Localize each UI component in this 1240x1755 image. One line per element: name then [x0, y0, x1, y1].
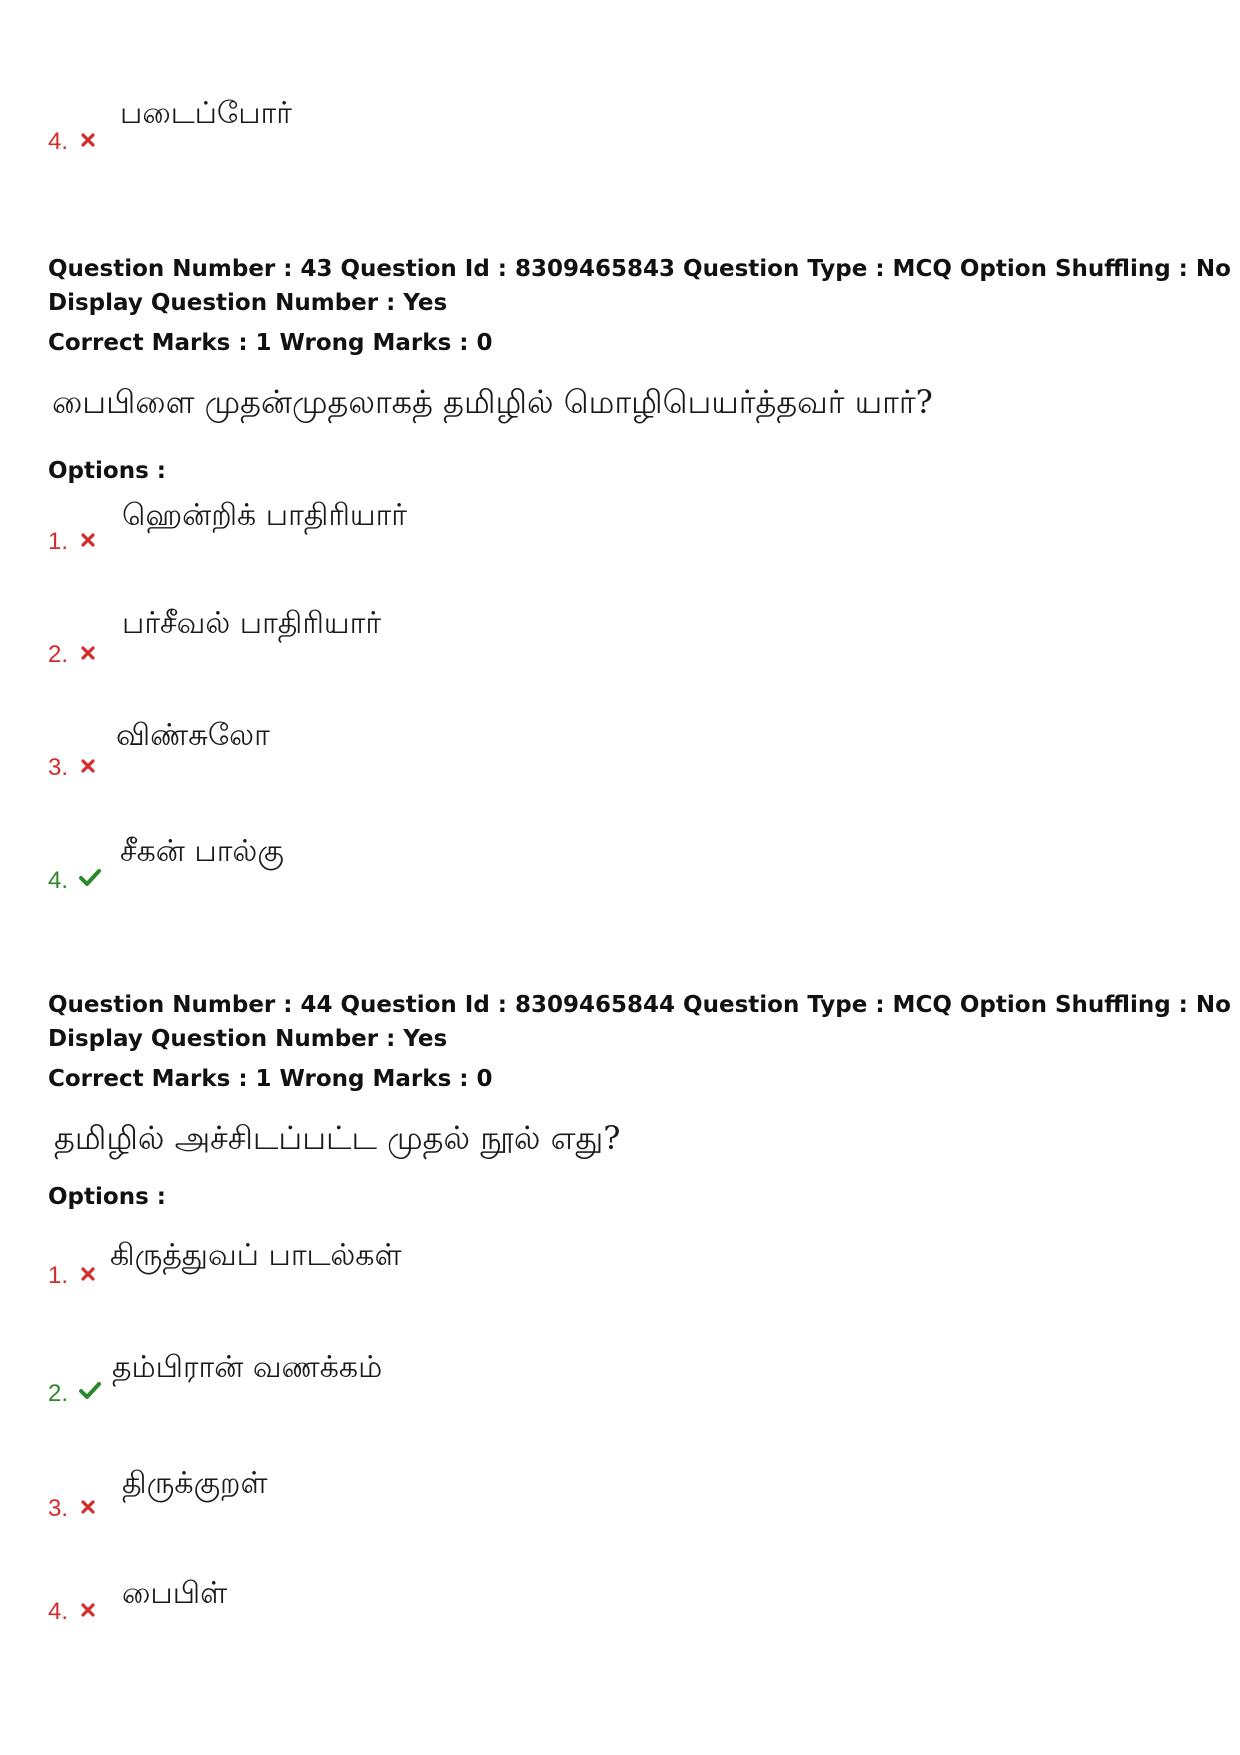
option-text: பர்சீவல் பாதிரியார் [122, 606, 381, 641]
question-meta-line-1: Question Number : 43 Question Id : 8309465843 Question Type : MCQ Option Shuffling : No [48, 256, 1231, 282]
option-number: 4. [48, 867, 69, 894]
option-text: பைபிள் [122, 1576, 228, 1611]
options-label: Options : [48, 458, 166, 484]
option-number: 1. [48, 1262, 69, 1289]
check-icon [78, 867, 102, 889]
option-number: 4. [48, 1598, 69, 1625]
cross-icon [80, 132, 96, 148]
option-number: 1. [48, 528, 69, 555]
options-label: Options : [48, 1184, 166, 1210]
marks-line: Correct Marks : 1 Wrong Marks : 0 [48, 330, 493, 356]
question-meta-line-1: Question Number : 44 Question Id : 8309465844 Question Type : MCQ Option Shuffling : No [48, 992, 1231, 1018]
option-text: திருக்குறள் [122, 1466, 268, 1501]
cross-icon [80, 645, 96, 661]
question-meta [48, 988, 1231, 1096]
cross-icon [80, 1499, 96, 1515]
option-text: விண்சுலோ [116, 718, 270, 753]
option-number: 3. [48, 1495, 69, 1522]
marks-line: Correct Marks : 1 Wrong Marks : 0 [48, 1066, 493, 1092]
option-text: படைப்போர் [120, 96, 292, 131]
option-number: 2. [48, 641, 69, 668]
question-meta-line-2: Display Question Number : Yes [48, 1026, 448, 1052]
question-meta [48, 252, 1231, 360]
cross-icon [80, 1602, 96, 1618]
question-text: தமிழில் அச்சிடப்பட்ட முதல் நூல் எது? [54, 1119, 621, 1157]
option-number: 4. [48, 128, 69, 155]
option-number: 3. [48, 754, 69, 781]
option-text: கிருத்துவப் பாடல்கள் [110, 1238, 402, 1273]
question-meta-line-2: Display Question Number : Yes [48, 290, 448, 316]
option-text: தம்பிரான் வணக்கம் [112, 1350, 383, 1385]
cross-icon [80, 758, 96, 774]
option-text: சீகன் பால்கு [120, 834, 284, 869]
check-icon [78, 1380, 102, 1402]
question-text: பைபிளை முதன்முதலாகத் தமிழில் மொழிபெயர்த்தவர் யார்? [52, 383, 933, 421]
cross-icon [80, 532, 96, 548]
option-number: 2. [48, 1380, 69, 1407]
cross-icon [80, 1266, 96, 1282]
option-text: ஹென்றிக் பாதிரியார் [122, 498, 407, 533]
